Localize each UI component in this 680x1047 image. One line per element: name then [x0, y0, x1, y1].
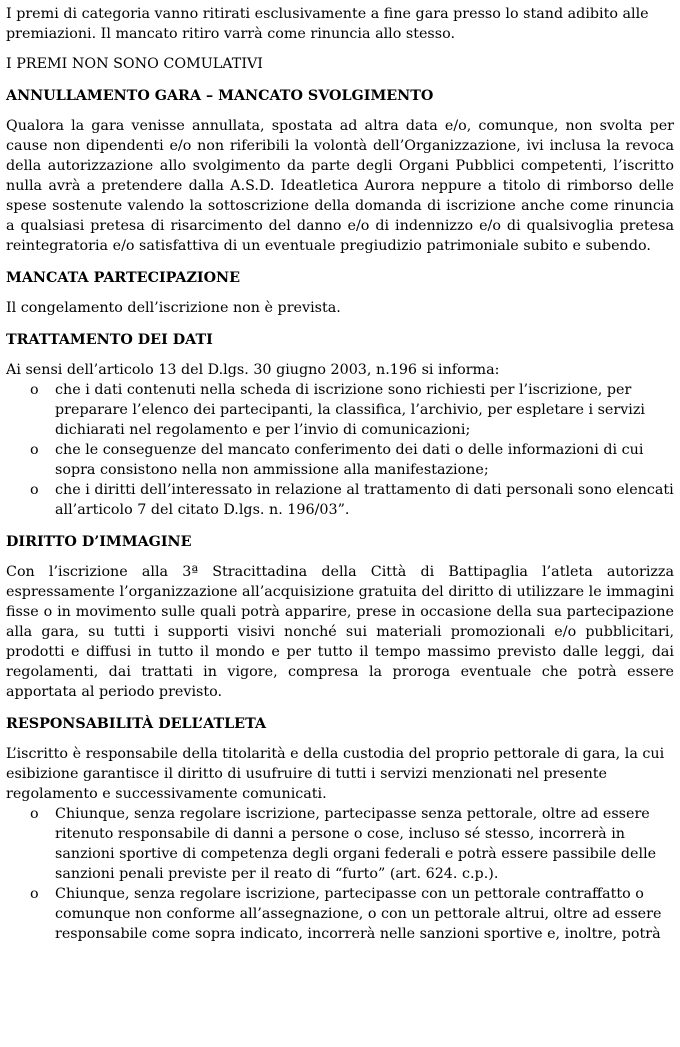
list-item-text: Chiunque, senza regolare iscrizione, partecipasse senza pettorale, oltre ad essere ritenuto responsabile di danni a persone o cose, incluso sé stesso, incorrerà in sanzioni sportive di competenza degli organi federali e potrà essere passibile delle sanzioni penali previste per il reato di “furto” (art. 624. c.p.). — [55, 806, 657, 882]
list-item — [6, 380, 674, 440]
section-heading-diritto-immagine: DIRITTO D’IMMAGINE — [6, 534, 192, 550]
list-item-text: Chiunque, senza regolare iscrizione, partecipasse con un pettorale contraffatto o comunque non conforme all’assegnazione, o con un pettorale altrui, oltre ad essere responsabile come sopra indicato, incorrerà nelle sanzioni sportive e, inoltre, potrà — [55, 886, 662, 942]
list-item — [6, 480, 674, 520]
bullet-list — [6, 804, 674, 944]
bullet-list — [6, 380, 674, 520]
section-heading-responsabilita: RESPONSABILITÀ DELL’ATLETA — [6, 716, 267, 732]
bullet-marker: o — [30, 806, 39, 822]
intro-notice: I PREMI NON SONO COMULATIVI — [6, 56, 263, 72]
section-paragraph: Ai sensi dell’articolo 13 del D.lgs. 30 giugno 2003, n.196 si informa: — [6, 362, 500, 378]
list-item-text: che le conseguenze del mancato conferimento dei dati o delle informazioni di cui sopra consistono nella non ammissione alla manifestazione; — [55, 442, 644, 478]
bullet-marker: o — [30, 886, 39, 902]
section-paragraph: L’iscritto è responsabile della titolarità e della custodia del proprio pettorale di gara, la cui esibizione garantisce il diritto di usufruire di tutti i servizi menzionati nel presente regolamento e successivamente comunicati. — [6, 746, 665, 802]
list-item-text: che i dati contenuti nella scheda di iscrizione sono richiesti per l’iscrizione, per preparare l’elenco dei partecipanti, la classifica, l’archivio, per espletare i servizi dichiarati nel regolamento e per l’invio di comunicazioni; — [55, 382, 645, 438]
bullet-marker: o — [30, 482, 39, 498]
list-item-text: che i diritti dell’interessato in relazione al trattamento di dati personali sono elencati all’articolo 7 del citato D.lgs. n. 196/03”. — [55, 482, 674, 518]
section-heading-trattamento-dati: TRATTAMENTO DEI DATI — [6, 332, 213, 348]
bullet-marker: o — [30, 382, 39, 398]
section-paragraph: Il congelamento dell’iscrizione non è prevista. — [6, 300, 341, 316]
section-heading-mancata-partecipazione: MANCATA PARTECIPAZIONE — [6, 270, 240, 286]
section-heading-annullamento: ANNULLAMENTO GARA – MANCATO SVOLGIMENTO — [6, 88, 434, 104]
list-item — [6, 440, 674, 480]
list-item — [6, 804, 674, 884]
section-paragraph: Con l’iscrizione alla 3ª Stracittadina della Città di Battipaglia l’atleta autorizza espressamente l’organizzazione all’acquisizione gratuita del diritto di utilizzare le immagini fisse o in movimento sulle quali potrà apparire, prese in occasione della sua partecipazione alla gara, su tutti i supporti visivi nonché sui materiali promozionali e/o pubblicitari, prodotti e diffusi in tutto il mondo e per tutto il tempo massimo previsto dalle leggi, dai regolamenti, dai trattati in vigore, compresa la proroga eventuale che potrà essere apportata al periodo previsto. — [6, 564, 674, 700]
section-paragraph: Qualora la gara venisse annullata, spostata ad altra data e/o, comunque, non svolta per cause non dipendenti e/o non riferibili la volontà dell’Organizzazione, ivi inclusa la revoca della autorizzazione allo svolgimento da parte degli Organi Pubblici competenti, l’iscritto nulla avrà a pretendere dalla A.S.D. Ideatletica Aurora neppure a titolo di rimborso delle spese sostenute valendo la sottoscrizione della domanda di iscrizione anche come rinuncia a qualsiasi pretesa di risarcimento del danno e/o di indennizzo e/o di qualsivoglia pretesa reintegratoria e/o satisfattiva di un eventuale pregiudizio patrimoniale subito e subendo. — [6, 118, 674, 254]
list-item — [6, 884, 674, 944]
intro-paragraph: I premi di categoria vanno ritirati esclusivamente a fine gara presso lo stand adibito alle premiazioni. Il mancato ritiro varrà come rinuncia allo stesso. — [6, 6, 649, 42]
bullet-marker: o — [30, 442, 39, 458]
